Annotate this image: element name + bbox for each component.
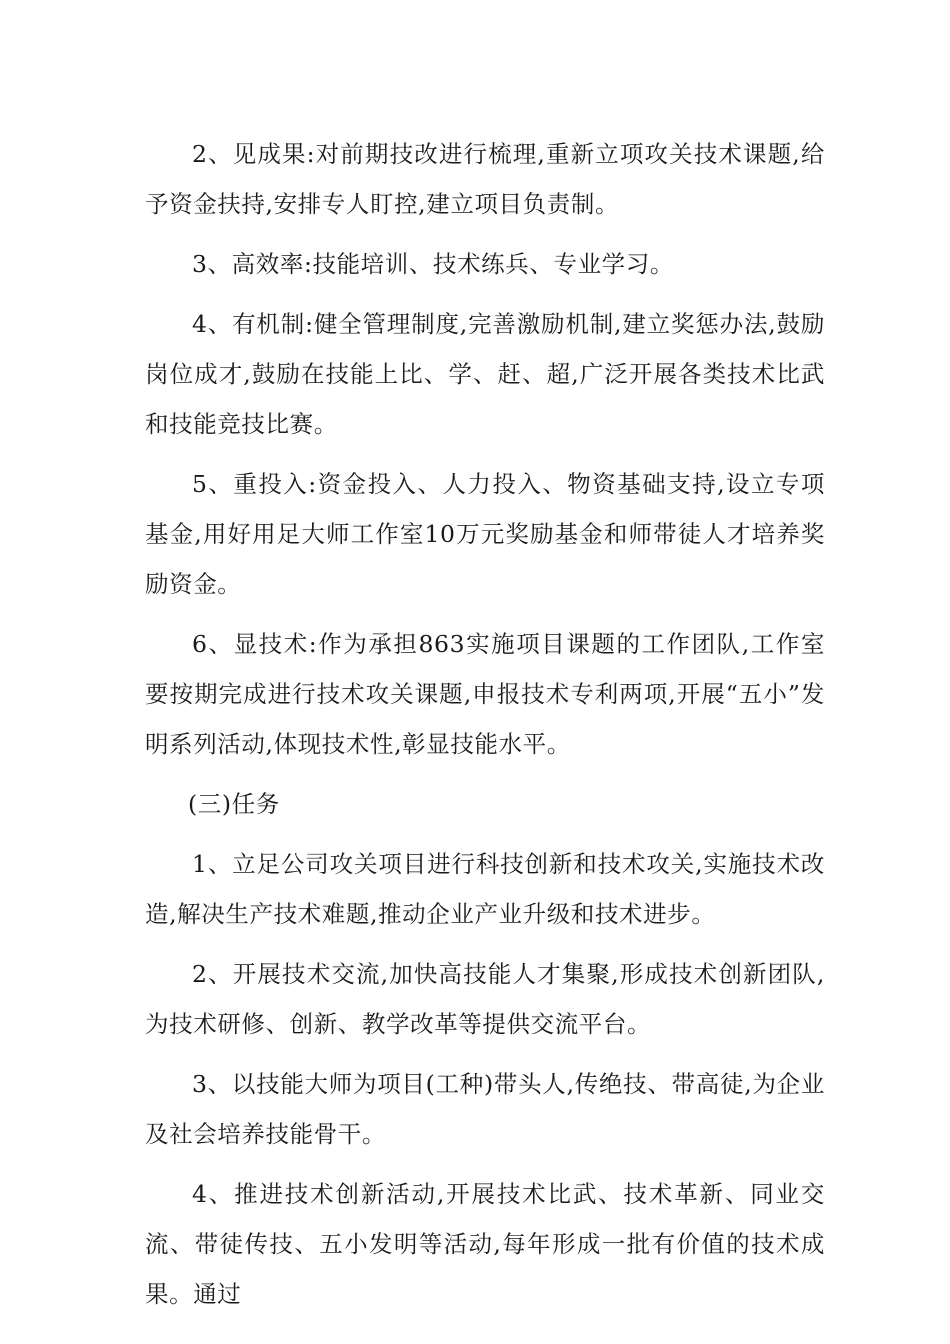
paragraph-task-activities: 4、推进技术创新活动,开展技术比武、技术革新、同业交流、带徒传技、五小发明等活动,每年形成一批有价值的技术成果。通过: [145, 1180, 825, 1308]
document-body: [145, 129, 825, 1319]
paragraph-goal-mechanism: 4、有机制:健全管理制度,完善激励机制,建立奖惩办法,鼓励岗位成才,鼓励在技能上比、学、赶、超,广泛开展各类技术比武和技能竞技比赛。: [145, 310, 825, 438]
paragraph-goal-results: 2、见成果:对前期技改进行梳理,重新立项攻关技术课题,给予资金扶持,安排专人盯控,建立项目负责制。: [145, 140, 825, 218]
paragraph-task-exchange: 2、开展技术交流,加快高技能人才集聚,形成技术创新团队,为技术研修、创新、教学改革等提供交流平台。: [145, 960, 825, 1038]
paragraph-task-innovation: 1、立足公司攻关项目进行科技创新和技术攻关,实施技术改造,解决生产技术难题,推动企业产业升级和技术进步。: [145, 850, 825, 928]
section-heading-tasks: (三)任务: [188, 790, 280, 818]
paragraph-goal-efficiency: 3、高效率:技能培训、技术练兵、专业学习。: [192, 250, 674, 278]
paragraph-task-mentorship: 3、以技能大师为项目(工种)带头人,传绝技、带高徒,为企业及社会培养技能骨干。: [145, 1070, 825, 1148]
paragraph-goal-investment: 5、重投入:资金投入、人力投入、物资基础支持,设立专项基金,用好用足大师工作室10万元奖励基金和师带徒人才培养奖励资金。: [145, 470, 825, 598]
paragraph-goal-technology: 6、显技术:作为承担863实施项目课题的工作团队,工作室要按期完成进行技术攻关课题,申报技术专利两项,开展“五小”发明系列活动,体现技术性,彰显技能水平。: [145, 630, 825, 758]
